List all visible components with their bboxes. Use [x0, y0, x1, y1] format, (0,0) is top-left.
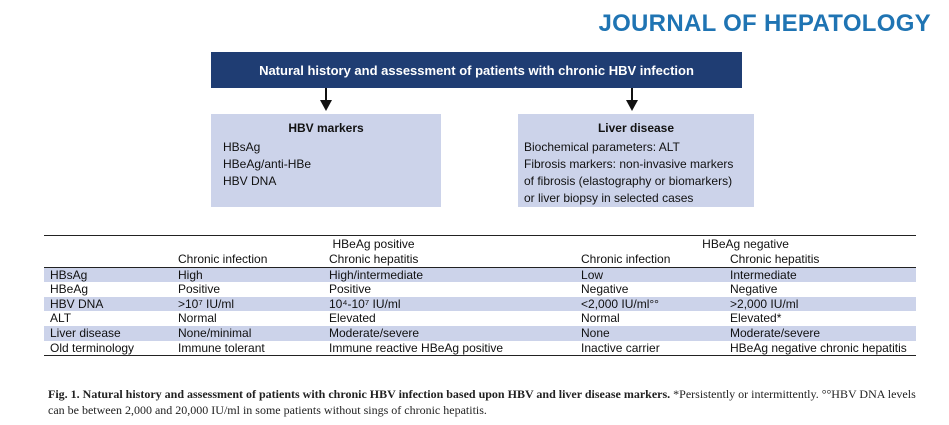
subheader: Chronic hepatitis	[724, 252, 916, 267]
liver-disease-title: Liver disease	[597, 121, 675, 135]
table-cell: Immune reactive HBeAg positive	[323, 341, 575, 356]
table-cell: >10⁷ IU/ml	[172, 297, 323, 312]
hbv-markers-title: HBV markers	[288, 121, 364, 135]
table-cell: Normal	[581, 311, 620, 326]
subheader: Chronic infection	[575, 252, 724, 267]
group-positive-label: HBeAg positive	[332, 236, 415, 251]
figure-caption	[48, 386, 928, 418]
table-cell: Negative	[581, 282, 629, 297]
hbv-marker-line: HBeAg/anti-HBe	[223, 157, 312, 171]
table-cell: Immune tolerant	[172, 341, 323, 356]
table-cell: Positive	[178, 282, 221, 297]
table-cell: High/intermediate	[323, 267, 575, 282]
table-cell: Elevated*	[730, 311, 782, 326]
table-cell: High	[172, 267, 323, 282]
group-header-positive	[172, 236, 575, 253]
diagram-banner	[211, 52, 742, 88]
table-corner	[44, 236, 172, 253]
row-label: HBsAg	[44, 267, 172, 282]
table-cell: Inactive carrier	[575, 341, 724, 356]
row-label: HBV DNA	[44, 297, 172, 312]
hbv-marker-line: HBsAg	[223, 140, 261, 154]
hbv-markers-box	[211, 114, 441, 207]
banner-text: Natural history and assessment of patients with chronic HBV infection	[259, 62, 694, 78]
subheader: Chronic hepatitis	[323, 252, 575, 267]
liver-disease-box	[518, 114, 754, 207]
table-cell: HBeAg negative chronic hepatitis	[724, 341, 916, 356]
table-cell: Normal	[178, 311, 217, 326]
table-cell: None	[575, 326, 724, 341]
table-cell: Moderate/severe	[724, 326, 916, 341]
row-label: Liver disease	[44, 326, 172, 341]
liver-disease-line: Fibrosis markers: non-invasive markers	[524, 157, 734, 171]
table-cell: >2,000 IU/ml	[724, 297, 916, 312]
table-row	[44, 297, 916, 312]
table-cell: Negative	[730, 282, 778, 297]
table-row	[44, 282, 916, 297]
caption-note: *Persistently or intermittently. °°HBV DNA levels can be between 2,000 and 20,000 IU/ml in some patients without sings of chronic hepatitis.	[48, 387, 916, 417]
row-label: ALT	[50, 311, 72, 326]
table-cell: None/minimal	[172, 326, 323, 341]
caption-label: Fig. 1.	[48, 387, 80, 401]
table-row	[44, 326, 916, 341]
table-row	[44, 311, 916, 326]
liver-disease-line: Biochemical parameters: ALT	[524, 140, 680, 154]
subheader-row	[44, 252, 916, 267]
table-row	[44, 341, 916, 356]
liver-disease-line: or liver biopsy in selected cases	[524, 191, 694, 205]
hbv-marker-line: HBV DNA	[223, 174, 277, 188]
arrow-left-head	[320, 100, 332, 111]
table-cell: Elevated	[329, 311, 376, 326]
row-label: HBeAg	[50, 282, 89, 297]
group-header-negative	[575, 236, 916, 253]
journal-title: JOURNAL OF HEPATOLOGY	[598, 10, 931, 37]
table-cell: <2,000 IU/ml°°	[575, 297, 724, 312]
table-cell: 10⁴-10⁷ IU/ml	[323, 297, 575, 312]
group-negative-label: HBeAg negative	[702, 236, 789, 251]
arrow-right-head	[626, 100, 638, 111]
hbv-table	[44, 235, 916, 356]
liver-disease-line: of fibrosis (elastography or biomarkers)	[524, 174, 733, 188]
table-cell: Low	[575, 267, 724, 282]
table-cell: Positive	[329, 282, 372, 297]
table-cell: Intermediate	[724, 267, 916, 282]
subheader: Chronic infection	[172, 252, 323, 267]
caption-title: Natural history and assessment of patients with chronic HBV infection based upon HBV and liver disease markers.	[82, 387, 671, 401]
row-label: Old terminology	[44, 341, 172, 356]
table-row	[44, 267, 916, 282]
table-cell: Moderate/severe	[323, 326, 575, 341]
